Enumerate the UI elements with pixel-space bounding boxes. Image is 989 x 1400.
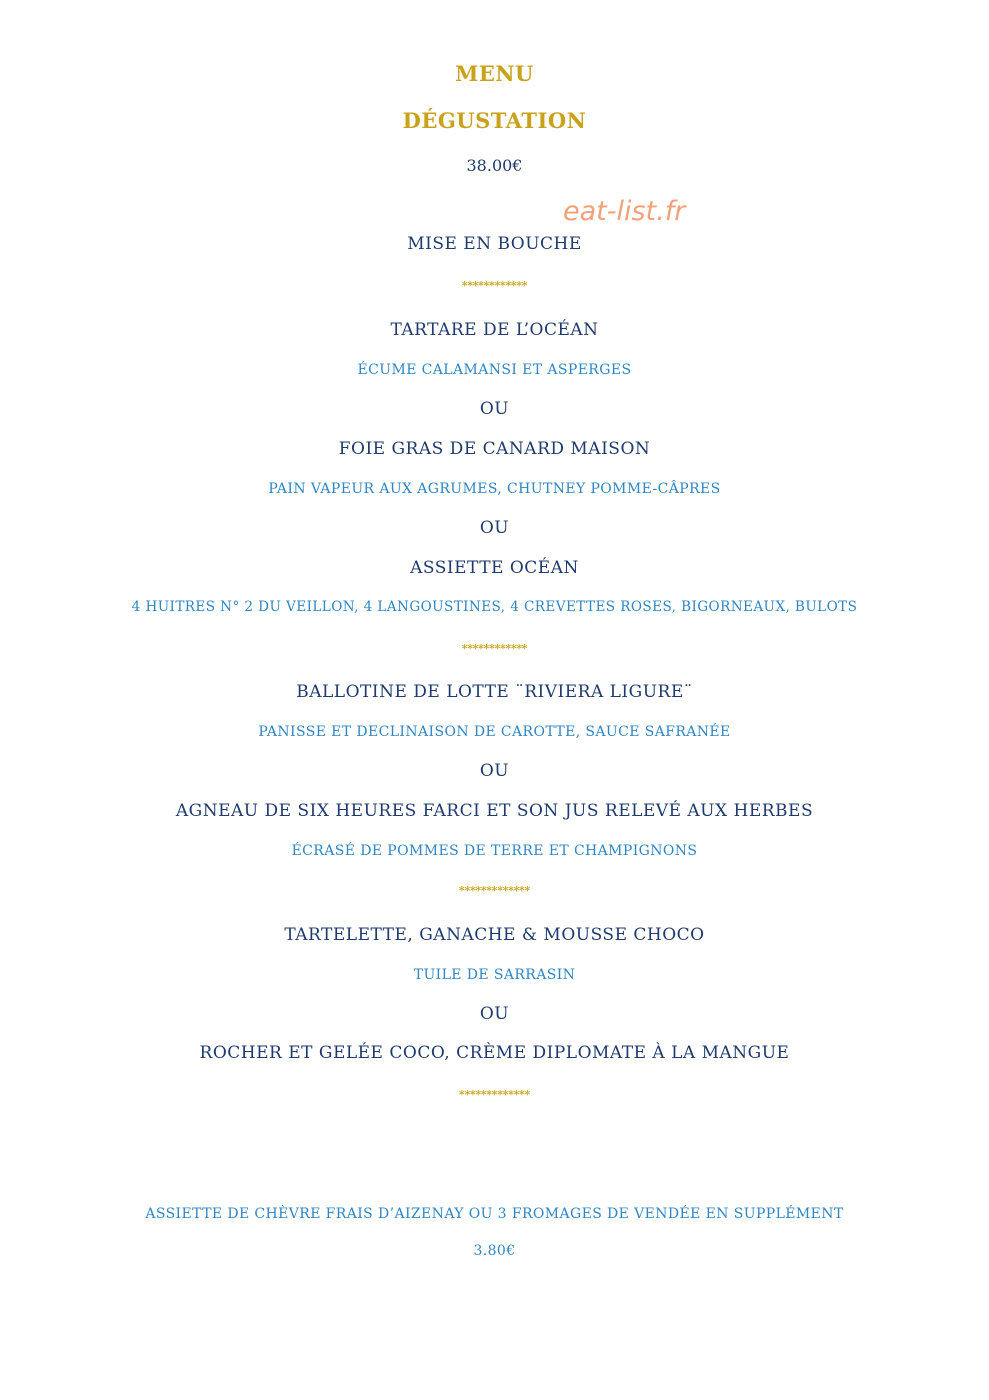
- dish-tartare-desc: ÉCUME CALAMANSI ET ASPERGES: [357, 362, 632, 378]
- dish-foie-gras: FOIE GRAS DE CANARD MAISON: [338, 439, 651, 459]
- dish-ballotine: BALLOTINE DE LOTTE ¨RIVIERA LIGURE¨: [296, 682, 693, 702]
- separator: ************: [461, 642, 528, 655]
- menu-title-line2: DÉGUSTATION: [402, 108, 587, 133]
- dish-agneau: AGNEAU DE SIX HEURES FARCI ET SON JUS RELEVÉ AUX HERBES: [175, 801, 814, 821]
- separator: *************: [459, 1088, 530, 1101]
- dish-tartare: TARTARE DE L’OCÉAN: [390, 320, 599, 340]
- dish-ballotine-desc: PANISSE ET DECLINAISON DE CAROTTE, SAUCE SAFRANÉE: [258, 724, 731, 740]
- dish-tartelette-desc: TUILE DE SARRASIN: [413, 967, 576, 983]
- dish-tartelette: TARTELETTE, GANACHE & MOUSSE CHOCO: [284, 925, 705, 945]
- dish-agneau-desc: ÉCRASÉ DE POMMES DE TERRE ET CHAMPIGNONS: [291, 843, 698, 859]
- supplement-text: ASSIETTE DE CHÈVRE FRAIS D’AIZENAY OU 3 FROMAGES DE VENDÉE EN SUPPLÉMENT: [145, 1206, 844, 1222]
- menu-title-line1: MENU: [455, 61, 534, 86]
- watermark: eat-list.fr: [563, 196, 686, 227]
- or-label: OU: [479, 399, 510, 419]
- mise-en-bouche: MISE EN BOUCHE: [407, 234, 582, 254]
- separator: ************: [461, 279, 528, 292]
- separator: *************: [459, 884, 530, 897]
- supplement-price: 3.80€: [473, 1243, 516, 1259]
- dish-rocher-coco: ROCHER ET GELÉE COCO, CRÈME DIPLOMATE À LA MANGUE: [199, 1043, 790, 1063]
- or-label: OU: [479, 761, 510, 781]
- dish-assiette-ocean-desc: 4 HUITRES N° 2 DU VEILLON, 4 LANGOUSTINES, 4 CREVETTES ROSES, BIGORNEAUX, BULOTS: [131, 599, 858, 615]
- or-label: OU: [479, 518, 510, 538]
- dish-foie-gras-desc: PAIN VAPEUR AUX AGRUMES, CHUTNEY POMME-CÂPRES: [268, 481, 721, 497]
- dish-assiette-ocean: ASSIETTE OCÉAN: [410, 558, 579, 578]
- or-label: OU: [479, 1004, 510, 1024]
- menu-price: 38.00€: [466, 156, 523, 175]
